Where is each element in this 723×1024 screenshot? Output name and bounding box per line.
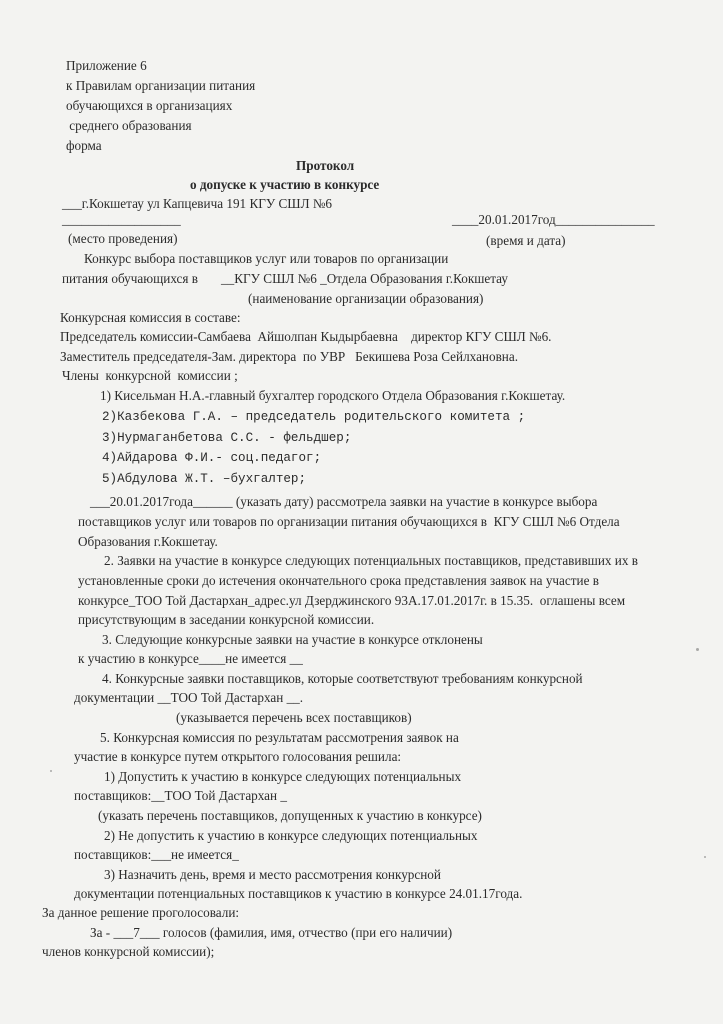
date-caption: (время и дата) <box>486 233 566 248</box>
meeting-place-underline: __________________ <box>62 212 181 227</box>
document-title: Протокол <box>296 158 355 173</box>
intro-line-1: Конкурс выбора поставщиков услуг или товаров по организации <box>84 251 449 266</box>
p5-1-line-1: 1) Допустить к участию в конкурсе следующих потенциальных <box>104 769 462 784</box>
member-item: 2)Казбекова Г.А. – председатель родительского комитета ; <box>102 410 526 424</box>
p2-line-3: конкурсе_ТОО Той Дастархан_адрес.ул Дзерджинского 93А.17.01.2017г. в 15.35. оглашены всем <box>78 593 626 608</box>
p1-line-3: Образования г.Кокшетау. <box>78 534 218 549</box>
appendix-form-label: форма <box>66 138 102 153</box>
appendix-line-1: Приложение 6 <box>66 58 147 73</box>
p5-1-caption: (указать перечень поставщиков, допущенных к участию в конкурсе) <box>98 808 482 823</box>
meeting-place: ___г.Кокшетау ул Капцевича 191 КГУ СШЛ №6 <box>62 196 333 211</box>
p5-2-line-2: поставщиков:___не имеется_ <box>74 847 239 862</box>
commission-chair: Председатель комиссии-Самбаева Айшолпан Кыдырбаевна директор КГУ СШЛ №6. <box>60 329 552 344</box>
document-subtitle: о допуске к участию в конкурсе <box>190 177 380 192</box>
scan-speck <box>696 648 699 651</box>
p5-3-line-1: 3) Назначить день, время и место рассмотрения конкурсной <box>104 867 441 882</box>
member-item: 5)Абдулова Ж.Т. –бухгалтер; <box>102 472 307 486</box>
p2-line-4: присутствующим в заседании конкурсной комиссии. <box>78 612 375 627</box>
p1-line-2: поставщиков услуг или товаров по организации питания обучающихся в КГУ СШЛ №6 Отдела <box>78 514 620 529</box>
p1-line-1: ___20.01.2017года______ (указать дату) рассмотрела заявки на участие в конкурсе выбора <box>90 494 598 509</box>
members-heading: Члены конкурсной комиссии ; <box>62 368 238 383</box>
p3-line-1: 3. Следующие конкурсные заявки на участие в конкурсе отклонены <box>102 632 483 647</box>
p2-line-1: 2. Заявки на участие в конкурсе следующих потенциальных поставщиков, представивших их в <box>104 553 638 568</box>
p5-line-2: участие в конкурсе путем открытого голосования решила: <box>74 749 402 764</box>
commission-deputy: Заместитель председателя-Зам. директора по УВР Бекишева Роза Сейлхановна. <box>60 349 519 364</box>
p3-line-2: к участию в конкурсе____не имеется __ <box>78 651 303 666</box>
vote-line-1: За - ___7___ голосов (фамилия, имя, отчество (при его наличии) <box>90 925 453 940</box>
scan-speck <box>50 770 52 772</box>
p5-line-1: 5. Конкурсная комиссия по результатам рассмотрения заявок на <box>100 730 459 745</box>
meeting-date: ____20.01.2017год_______________ <box>452 212 655 227</box>
appendix-line-3: обучающихся в организациях <box>66 98 233 113</box>
p4-caption: (указывается перечень всех поставщиков) <box>176 710 412 725</box>
p2-line-2: установленные сроки до истечения окончательного срока представления заявок на участие в <box>78 573 599 588</box>
intro-line-2: питания обучающихся в __КГУ СШЛ №6 _Отдела Образования г.Кокшетау <box>62 271 508 286</box>
intro-caption: (наименование организации образования) <box>248 291 484 306</box>
place-caption: (место проведения) <box>68 231 178 246</box>
vote-heading: За данное решение проголосовали: <box>42 905 240 920</box>
p5-3-line-2: документации потенциальных поставщиков к участию в конкурсе 24.01.17года. <box>74 886 523 901</box>
p5-1-line-2: поставщиков:__ТОО Той Дастархан _ <box>74 788 287 803</box>
commission-heading: Конкурсная комиссия в составе: <box>60 310 241 325</box>
scan-speck <box>704 856 706 858</box>
appendix-line-2: к Правилам организации питания <box>66 78 256 93</box>
p4-line-1: 4. Конкурсные заявки поставщиков, которые соответствуют требованиям конкурсной <box>102 671 583 686</box>
p5-2-line-1: 2) Не допустить к участию в конкурсе следующих потенциальных <box>104 828 478 843</box>
member-item: 1) Кисельман Н.А.-главный бухгалтер городского Отдела Образования г.Кокшетау. <box>100 388 566 403</box>
member-item: 4)Айдарова Ф.И.- соц.педагог; <box>102 451 322 465</box>
member-item: 3)Нурмаганбетова С.С. - фельдшер; <box>102 431 352 445</box>
appendix-line-4: среднего образования <box>66 118 192 133</box>
vote-line-2: членов конкурсной комиссии); <box>42 944 215 959</box>
p4-line-2: документации __ТОО Той Дастархан __. <box>74 690 304 705</box>
